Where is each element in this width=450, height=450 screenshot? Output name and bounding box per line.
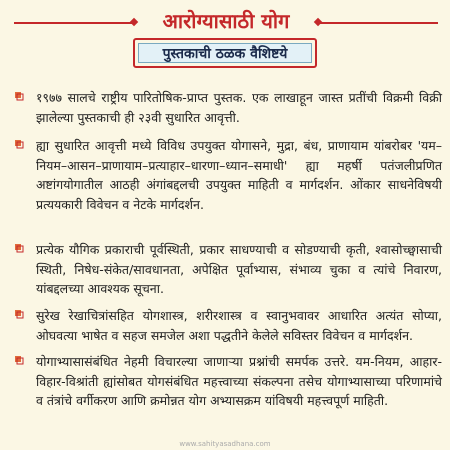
bullet-icon <box>14 91 24 101</box>
page-title: आरोग्यासाठी योग <box>162 9 290 33</box>
item-text: प्रत्येक यौगिक प्रकाराची पूर्वस्थिती, प्रकार साधण्याची व सोडण्याची कृती, श्वासोच्छ्वासाची स्थिती, निषेध-संकेत/सावधानता, अपेक्षित पूर्वाभ्यास, संभाव्य चुका व त्यांचे निवारण, यांबद्दलच्या आवश्यक सूचना. <box>36 242 442 296</box>
item-text: योगाभ्यासासंबंधित नेहमी विचारल्या जाणाऱ्या प्रश्नांची समर्पक उत्तरे. यम-नियम, आहार-विहार-विश्रांती ह्यांसोबत योगसंबंधित महत्त्वाच्या संकल्पना तसेच योगाभ्यासाच्या परिणामांचे व तंत्रांचे वर्गीकरण आणि क्रमोन्नत योग अभ्यासक्रम यांविषयी महत्त्वपूर्ण माहिती. <box>36 354 442 408</box>
footer-url: www.sahityasadhana.com <box>179 440 271 448</box>
subtitle-box <box>133 38 317 68</box>
bullet-icon <box>14 355 24 365</box>
title-rule-right <box>318 22 438 24</box>
bullet-icon <box>14 139 24 149</box>
item-text: सुरेख रेखाचित्रांसहित योगशास्त्र, शरीरशास्त्र व स्वानुभवावर आधारित अत्यंत सोप्या, ओघवत्या भाषेत व सहज समजेल अशा पद्धतीने केलेले सविस्तर विवेचन व मार्गदर्शन. <box>36 308 442 343</box>
title-row <box>0 4 450 34</box>
bullet-icon <box>14 243 24 253</box>
title-rule-left <box>14 22 134 24</box>
subtitle: पुस्तकाची ठळक वैशिष्टये <box>138 43 312 63</box>
bullet-icon <box>14 309 24 319</box>
item-text: ह्या सुधारित आवृत्ती मध्ये विविध उपयुक्त योगासने, मुद्रा, बंध, प्राणायाम यांबरोबर 'यम–नियम–आसन–प्राणायाम–प्रत्याहार–धारणा–ध्यान–समाधी' ह्या महर्षी पतंजलीप्रणित अष्टांगयोगातील आठही अंगांबद्दलची उपयुक्त माहिती व मार्गदर्शन. ओंकार साधनेविषयी प्रत्ययकारी विवेचन व नेटके मार्गदर्शन. <box>36 138 442 212</box>
item-text: १९७७ सालचे राष्ट्रीय पारितोषिक-प्राप्त पुस्तक. एक लाखाहून जास्त प्रतींची विक्रमी विक्री झालेल्या पुस्तकाची ही २३वी सुधारित आवृत्ती. <box>36 90 442 125</box>
